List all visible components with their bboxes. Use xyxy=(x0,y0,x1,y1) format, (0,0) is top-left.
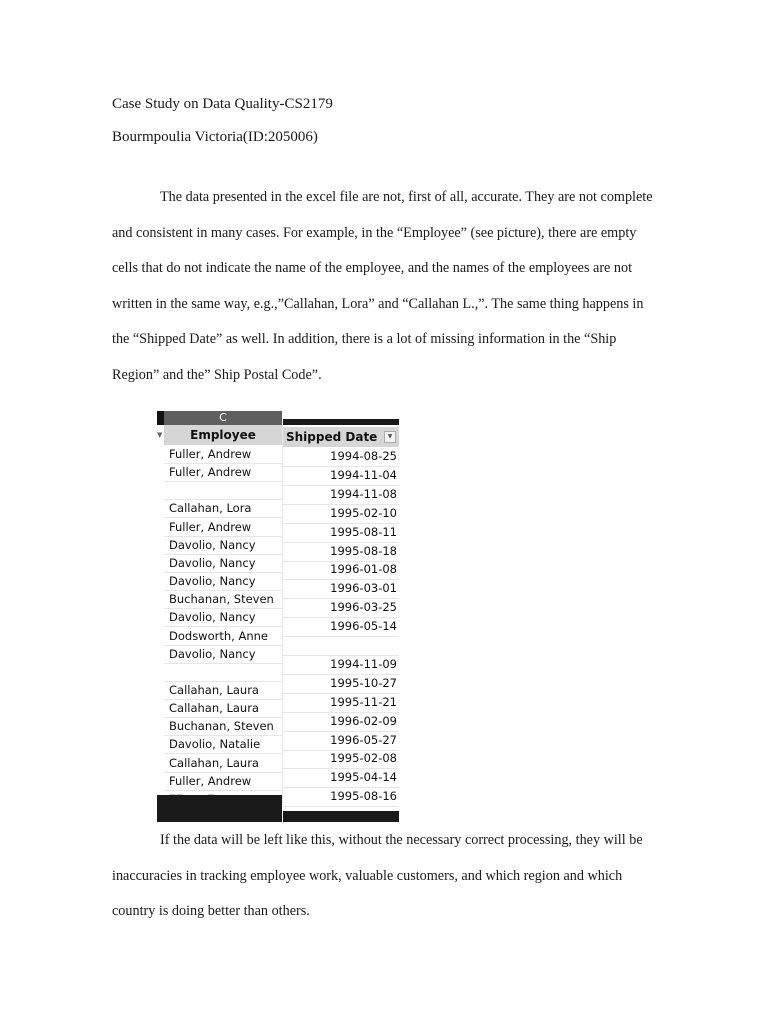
shipped-date-cell: 1996-05-14 xyxy=(330,619,397,634)
shipped-date-cell: 1995-04-14 xyxy=(330,770,397,785)
spreadsheet-excerpt xyxy=(157,411,399,822)
employee-cell: Davolio, Natalie xyxy=(169,737,261,752)
column-header-edge xyxy=(157,411,164,425)
shipped-date-cell: 1995-10-27 xyxy=(330,675,397,690)
cutoff-overlay-right xyxy=(283,811,399,822)
employee-cell: Callahan, Laura xyxy=(169,682,259,697)
shipped-date-cell xyxy=(283,636,397,655)
column-letter: C xyxy=(164,411,282,425)
shipped-date-cell: 1994-11-08 xyxy=(330,486,397,501)
shipped-date-cell: 1995-08-16 xyxy=(330,789,397,804)
employee-cell xyxy=(169,663,281,681)
filter-dropdown-icon[interactable]: ▼ xyxy=(384,431,396,443)
employee-cell: Davolio, Nancy xyxy=(169,610,256,625)
shipped-date-cell: 1994-11-09 xyxy=(330,656,397,671)
shipped-date-cell: 1996-01-08 xyxy=(330,562,397,577)
paragraph-2-text: If the data will be left like this, without the necessary correct processing, they will be inaccuracies in tracking employee work, valuable customers, and which region and which country is doing better than others. xyxy=(112,832,643,920)
shipped-date-cell: 1995-11-21 xyxy=(330,694,397,709)
shipped-date-cell: 1995-08-18 xyxy=(330,543,397,558)
employee-cell: Davolio, Nancy xyxy=(169,555,256,570)
filter-arrow-icon: ▼ xyxy=(157,431,163,439)
employee-cell: Davolio, Nancy xyxy=(169,574,256,589)
employee-cell: Fuller, Andrew xyxy=(169,465,252,480)
paragraph-1-text: The data presented in the excel file are not, first of all, accurate. They are not complete and consistent in many cases. For example, in the “Employee” (see picture), there are empty cells that do not indicate the name of the employee, and the names of the employees are not written in the same way, e.g.,”Callahan, Lora” and “Callahan L.,”. The same thing happens in the “Shipped Date” as well. In addition, there is a lot of missing information in the “Ship Region” and the” Ship Postal Code”. xyxy=(112,189,653,383)
paragraph-1 xyxy=(112,180,660,394)
paragraph-2 xyxy=(112,823,660,930)
employee-cell: Callahan, Laura xyxy=(169,701,259,716)
author-line: Bourmpoulia Victoria(ID:205006) xyxy=(112,129,318,145)
employee-cell: Davolio, Nancy xyxy=(169,537,256,552)
employee-cell: Buchanan, Steven xyxy=(169,719,274,734)
employee-cell: Davolio, Nancy xyxy=(169,646,256,661)
employee-cell: Callahan, Lora xyxy=(169,501,252,516)
employee-cell: Dodsworth, Anne xyxy=(169,628,268,643)
shipped-date-cell: 1996-03-01 xyxy=(330,581,397,596)
employee-header xyxy=(164,425,282,445)
shipped-date-cell: 1994-08-25 xyxy=(330,449,397,463)
cutoff-overlay-left xyxy=(157,795,282,822)
shipped-date-cell: 1995-02-10 xyxy=(330,505,397,520)
shipped-date-header-label: Shipped Date xyxy=(286,430,378,444)
shipped-date-cell: 1995-08-11 xyxy=(330,524,397,539)
shipped-date-cell: 1996-03-25 xyxy=(330,600,397,615)
employee-cell: Fuller, Andrew xyxy=(169,773,252,788)
employee-cell: Callahan, Laura xyxy=(169,755,259,770)
shipped-date-cell: 1995-02-08 xyxy=(330,751,397,766)
shipped-date-cell: 1994-11-04 xyxy=(330,467,397,482)
column-header-next xyxy=(283,419,399,425)
employee-cell: Buchanan, Steven xyxy=(169,592,274,607)
shipped-date-cell: 1996-05-27 xyxy=(330,732,397,747)
employee-cell xyxy=(169,481,281,499)
shipped-date-header xyxy=(283,427,399,447)
employee-header-label: Employee xyxy=(190,428,256,442)
title-line: Case Study on Data Quality-CS2179 xyxy=(112,96,333,112)
shipped-date-cell: 1996-02-09 xyxy=(330,713,397,728)
employee-cell: Fuller, Andrew xyxy=(169,519,252,534)
employee-cell: Fuller, Andrew xyxy=(169,447,252,461)
